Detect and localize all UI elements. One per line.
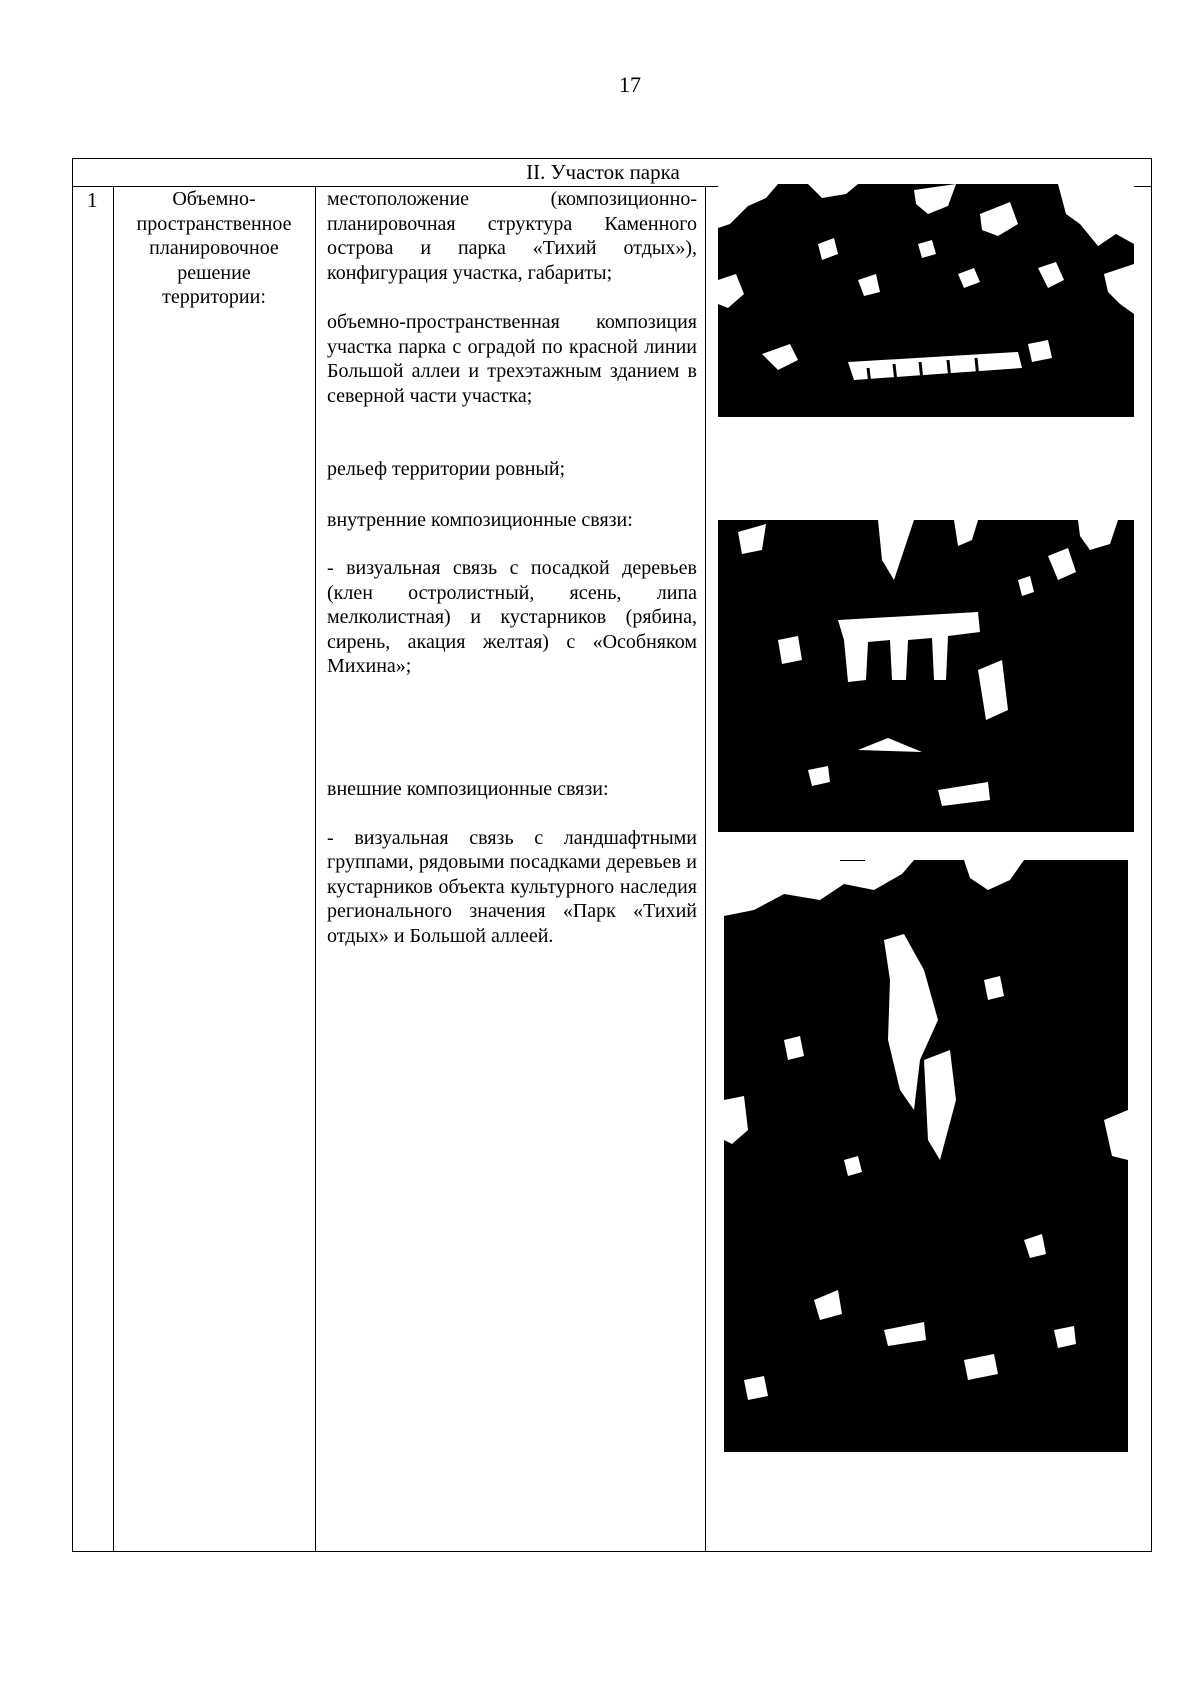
internal-links-text: - визуальная связь с посадкой деревьев (клен остролистный, ясень, липа мелколистная) и кустарников (рябина, сирень, акация желтая) с «Особняком Михина»; — [327, 557, 697, 677]
section-header — [73, 159, 1151, 187]
page-number: 17 — [619, 72, 641, 97]
feature-line: решение — [177, 261, 251, 284]
feature-line: планировочное — [149, 237, 279, 259]
column-divider-2 — [315, 186, 316, 1551]
composition-text: объемно-пространственная композиция участка парка с оградой по красной линии Большой аллеи и трехэтажным зданием в северной части участка; — [327, 311, 697, 407]
column-divider-3 — [705, 186, 706, 1551]
feature-name — [115, 187, 313, 310]
section-title: II. Участок парка — [526, 160, 680, 184]
row-number: 1 — [87, 188, 98, 212]
feature-line: территории: — [162, 286, 266, 308]
description-cell — [327, 187, 697, 948]
location-text: местоположение (композиционно-планировочная структура Каменного острова и парка «Тихий отдых»), конфигурация участка, габариты; — [327, 188, 697, 284]
trees-photo — [724, 860, 1128, 1452]
feature-line: пространственное — [136, 212, 292, 235]
mansion-photo — [718, 520, 1134, 832]
external-links-label: внешние композиционные связи: — [327, 778, 609, 800]
external-links-text: - визуальная связь с ландшафтными группами, рядовыми посадками деревьев и кустарников объекта культурного наследия регионального значения «Парк «Тихий отдых» и Большой аллеей. — [327, 826, 697, 947]
column-divider-1 — [113, 186, 114, 1551]
internal-links-label: внутренние композиционные связи: — [327, 508, 633, 531]
stray-dash-mark — [840, 860, 865, 861]
relief-text: рельеф территории ровный; — [327, 458, 566, 480]
park-fence-photo — [718, 184, 1134, 417]
feature-line: Объемно- — [172, 188, 256, 210]
